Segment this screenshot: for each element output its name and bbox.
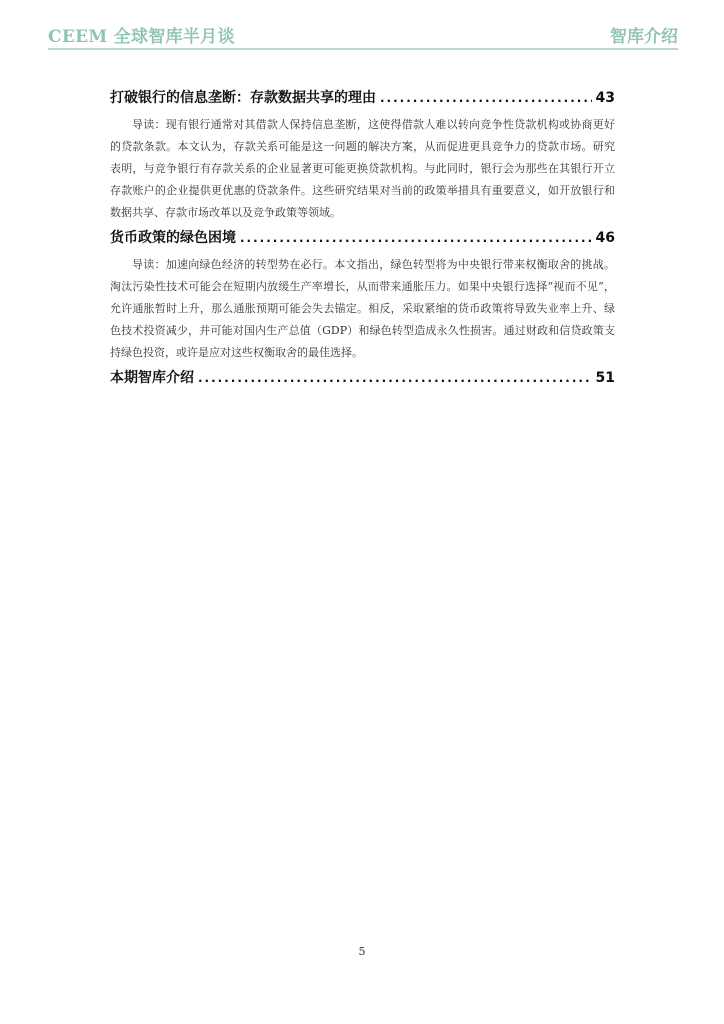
page-header [48,22,678,50]
toc-entry-line[interactable] [110,228,615,248]
toc-leader-dots [198,368,592,388]
toc-entry-title[interactable]: 货币政策的绿色困境 [110,230,236,246]
toc-entry-3 [110,368,615,388]
toc-entry-page[interactable]: 46 [595,230,615,246]
publication-title: CEEM 全球智库半月谈 [48,27,235,47]
toc-leader-dots [380,88,592,108]
toc-entry-line[interactable] [110,88,615,108]
toc-entry-line[interactable] [110,368,615,388]
toc-entry-summary: 导读：加速向绿色经济的转型势在必行。本文指出，绿色转型将为中央银行带来权衡取舍的挑战。淘汰污染性技术可能会在短期内放缓生产率增长，从而带来通胀压力。如果中央银行选择“视而不见”，允许通胀暂时上升，那么通胀预期可能会失去锚定。相反，采取紧缩的货币政策将导致失业率上升、绿色技术投资减少，并可能对国内生产总值（GDP）和绿色转型造成永久性损害。通过财政和信贷政策支持绿色投资，或许是应对这些权衡取舍的最佳选择。 [110,258,615,359]
toc-entry-title[interactable]: 打破银行的信息垄断：存款数据共享的理由 [110,90,376,106]
toc-entry-page[interactable]: 51 [595,370,615,386]
section-title: 智库介绍 [610,27,678,47]
toc-entry-1 [110,88,615,224]
toc-entry-title[interactable]: 本期智库介绍 [110,370,194,386]
table-of-contents [110,88,615,388]
toc-entry-summary: 导读：现有银行通常对其借款人保持信息垄断，这使得借款人难以转向竞争性贷款机构或协商更好的贷款条款。本文认为，存款关系可能是这一问题的解决方案，从而促进更具竞争力的贷款市场。研究表明，与竞争银行有存款关系的企业显著更可能更换贷款机构。与此同时，银行会为那些在其银行开立存款账户的企业提供更优惠的贷款条件。这些研究结果对当前的政策举措具有重要意义，如开放银行和数据共享、存款市场改革以及竞争政策等领域。 [110,118,615,219]
toc-entry-page[interactable]: 43 [595,90,615,106]
toc-leader-dots [240,228,592,248]
toc-entry-2 [110,228,615,364]
page-number: 5 [358,945,366,958]
